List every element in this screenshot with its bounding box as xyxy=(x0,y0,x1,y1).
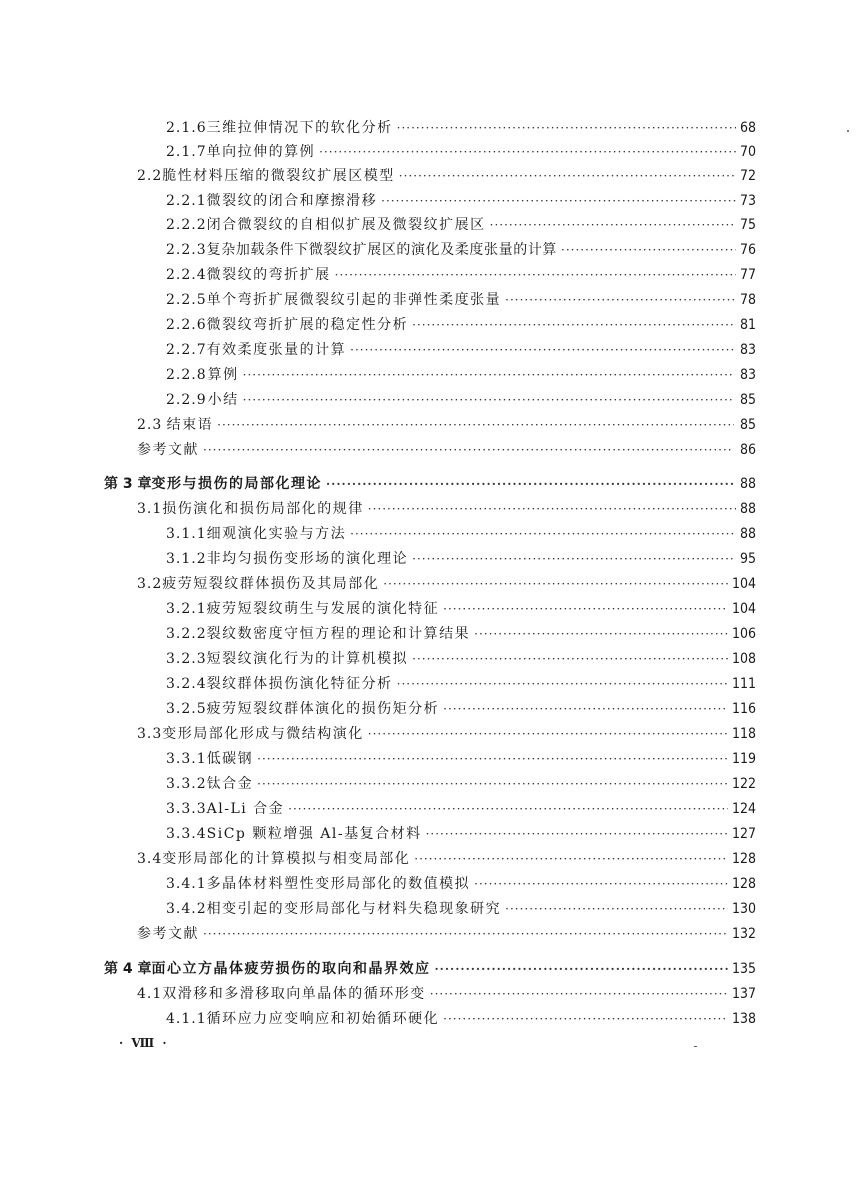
entry-title: 裂纹数密度守恒方程的理论和计算结果 xyxy=(206,626,471,642)
entry-number: 3.4.1 xyxy=(166,876,207,892)
entry-title: 疲劳短裂纹群体损伤及其局部化 xyxy=(162,576,380,592)
toc-entry xyxy=(137,497,756,521)
entry-number: 4.1.1 xyxy=(166,1011,207,1027)
entry-number: 2.2.9 xyxy=(166,392,207,408)
entry-page: 122 xyxy=(731,776,756,792)
toc-entry xyxy=(166,338,756,362)
toc-entry xyxy=(166,697,756,721)
entry-title: 微裂纹的闭合和摩擦滑移 xyxy=(206,193,378,209)
entry-title: 双滑移和多滑移取向单晶体的循环形变 xyxy=(162,986,426,1002)
toc-entry xyxy=(166,1007,756,1031)
entry-page: 118 xyxy=(731,726,756,742)
dot-leader xyxy=(399,164,736,188)
entry-page: 106 xyxy=(731,626,756,642)
toc-chapter xyxy=(104,472,756,496)
toc-entry xyxy=(166,263,756,287)
entry-number: 3.3.2 xyxy=(166,776,207,792)
chapter-number: 第 4 章 xyxy=(104,961,152,977)
entry-page: 86 xyxy=(739,442,756,458)
entry-page: 88 xyxy=(739,501,756,517)
toc-entry xyxy=(166,822,756,846)
page-number-footer: · Ⅷ · xyxy=(119,1036,169,1050)
entry-number: 3.2.4 xyxy=(166,676,207,692)
entry-page: 119 xyxy=(731,751,756,767)
entry-title: 复杂加载条件下微裂纹扩展区的演化及柔度张量的计算 xyxy=(206,242,558,258)
entry-number: 2.1.7 xyxy=(166,144,207,160)
entry-title: 闭合微裂纹的自相似扩展及微裂纹扩展区 xyxy=(206,217,486,233)
entry-title: 脆性材料压缩的微裂纹扩展区模型 xyxy=(162,168,395,184)
entry-page: 85 xyxy=(739,392,756,408)
dot-leader xyxy=(243,363,735,387)
entry-number: 2.1.6 xyxy=(166,120,207,136)
toc-chapter xyxy=(104,957,756,981)
dot-leader xyxy=(474,872,728,896)
toc-entry xyxy=(166,313,756,337)
entry-title: 参考文献 xyxy=(137,442,199,458)
toc-entry xyxy=(166,547,756,571)
dot-leader xyxy=(474,622,728,646)
entry-number: 3.4.2 xyxy=(166,901,207,917)
toc-entry xyxy=(166,288,756,312)
entry-page: 81 xyxy=(739,317,756,333)
entry-title: 有效柔度张量的计算 xyxy=(206,342,347,358)
toc-entry xyxy=(137,722,756,746)
entry-title: 低碳钢 xyxy=(206,751,254,767)
toc-entry xyxy=(137,164,756,188)
toc-entry xyxy=(137,438,756,462)
toc-entry xyxy=(166,622,756,646)
entry-title: Al-Li 合金 xyxy=(206,801,285,817)
toc-entry xyxy=(166,597,756,621)
toc-entry xyxy=(166,672,756,696)
entry-number: 3.3.3 xyxy=(166,801,207,817)
dot-leader xyxy=(490,213,736,237)
entry-number: 2.2.8 xyxy=(166,367,207,383)
entry-page: 77 xyxy=(739,267,756,283)
dot-leader xyxy=(350,522,736,546)
toc-entry xyxy=(166,140,756,164)
dot-leader xyxy=(383,572,728,596)
entry-page: 128 xyxy=(731,876,756,892)
entry-number: 3.1.2 xyxy=(166,551,207,567)
entry-page: 83 xyxy=(739,367,756,383)
scan-speck xyxy=(847,130,849,132)
toc-entry xyxy=(166,363,756,387)
toc-entry xyxy=(166,872,756,896)
dot-leader xyxy=(412,313,736,337)
entry-page: 138 xyxy=(731,1011,756,1027)
dot-leader xyxy=(319,140,736,164)
dot-leader xyxy=(335,263,736,287)
entry-title: 疲劳短裂纹群体演化的损伤矩分析 xyxy=(206,701,440,717)
dot-leader xyxy=(203,922,728,946)
entry-number: 3.3 xyxy=(137,726,163,742)
entry-title: 短裂纹演化行为的计算机模拟 xyxy=(206,651,409,667)
entry-title: 结束语 xyxy=(166,417,214,433)
entry-page: 88 xyxy=(739,476,756,492)
dot-leader xyxy=(561,238,736,262)
toc-entry xyxy=(137,847,756,871)
entry-title: 损伤演化和损伤局部化的规律 xyxy=(162,501,364,517)
dot-leader xyxy=(397,672,728,696)
chapter-title: 变形与损伤的局部化理论 xyxy=(151,476,322,492)
entry-title: 单个弯折扩展微裂纹引起的非弹性柔度张量 xyxy=(206,292,502,308)
entry-number: 2.2.1 xyxy=(166,193,207,209)
entry-number: 3.2.3 xyxy=(166,651,207,667)
entry-page: 104 xyxy=(731,601,756,617)
entry-title: 变形局部化形成与微结构演化 xyxy=(162,726,364,742)
entry-number: 2.2 xyxy=(137,168,163,184)
toc-entry xyxy=(166,213,756,237)
entry-page: 73 xyxy=(739,193,756,209)
entry-number: 2.2.5 xyxy=(166,292,207,308)
dot-leader xyxy=(435,957,728,981)
entry-page: 128 xyxy=(731,851,756,867)
toc-entry xyxy=(166,238,756,262)
entry-title: 变形局部化的计算模拟与相变局部化 xyxy=(162,851,411,867)
dot-leader xyxy=(426,822,728,846)
toc-entry xyxy=(166,522,756,546)
entry-number: 2.2.4 xyxy=(166,267,207,283)
dot-leader xyxy=(412,647,728,671)
toc-entry xyxy=(166,897,756,921)
entry-title: 微裂纹的弯折扩展 xyxy=(206,267,331,283)
dot-leader xyxy=(443,697,728,721)
entry-number: 3.2.2 xyxy=(166,626,207,642)
entry-page: 72 xyxy=(739,168,756,184)
entry-title: 单向拉伸的算例 xyxy=(206,144,316,160)
entry-page: 132 xyxy=(731,926,756,942)
toc-entry xyxy=(166,189,756,213)
dot-leader xyxy=(350,338,736,362)
entry-page: 85 xyxy=(739,417,756,433)
toc-entry xyxy=(137,413,756,437)
dot-leader xyxy=(288,797,728,821)
dot-leader xyxy=(505,288,736,312)
toc-entry xyxy=(166,797,756,821)
entry-page: 127 xyxy=(731,826,756,842)
chapter-title: 面心立方晶体疲劳损伤的取向和晶界效应 xyxy=(151,961,431,977)
entry-number: 2.3 xyxy=(137,417,163,433)
dot-leader xyxy=(326,472,736,496)
toc-entry xyxy=(166,388,756,412)
entry-page: 70 xyxy=(739,144,756,160)
toc-entry xyxy=(166,747,756,771)
entry-number: 2.2.6 xyxy=(166,317,207,333)
entry-title: 疲劳短裂纹萌生与发展的演化特征 xyxy=(206,601,440,617)
dot-leader xyxy=(257,747,728,771)
entry-number: 3.1.1 xyxy=(166,526,207,542)
dot-leader xyxy=(243,388,735,412)
entry-title: 小结 xyxy=(207,392,239,408)
entry-page: 83 xyxy=(739,342,756,358)
entry-title: 钛合金 xyxy=(206,776,254,792)
entry-page: 108 xyxy=(731,651,756,667)
entry-page: 124 xyxy=(731,801,756,817)
dot-leader xyxy=(257,772,728,796)
toc-entry xyxy=(166,647,756,671)
entry-number: 3.1 xyxy=(137,501,163,517)
entry-page: 135 xyxy=(731,961,756,977)
dot-leader xyxy=(381,189,736,213)
entry-number: 3.3.4 xyxy=(166,826,207,842)
dot-leader xyxy=(203,438,733,462)
entry-title: 裂纹群体损伤演化特征分析 xyxy=(206,676,393,692)
entry-title: 参考文献 xyxy=(137,926,199,942)
toc-entry xyxy=(137,922,756,946)
entry-number: 3.2 xyxy=(137,576,163,592)
entry-page: 75 xyxy=(739,217,756,233)
dot-leader xyxy=(397,116,736,140)
scan-speck xyxy=(694,1046,697,1047)
entry-page: 104 xyxy=(731,576,756,592)
entry-title: 多晶体材料塑性变形局部化的数值模拟 xyxy=(206,876,471,892)
entry-number: 3.3.1 xyxy=(166,751,207,767)
entry-title: 循环应力应变响应和初始循环硬化 xyxy=(206,1011,440,1027)
chapter-number: 第 3 章 xyxy=(104,476,152,492)
entry-title: 非均匀损伤变形场的演化理论 xyxy=(206,551,409,567)
toc-entry xyxy=(166,116,756,140)
entry-page: 95 xyxy=(739,551,756,567)
entry-title: 算例 xyxy=(207,367,239,383)
entry-number: 3.4 xyxy=(137,851,163,867)
entry-page: 78 xyxy=(739,292,756,308)
dot-leader xyxy=(414,847,728,871)
entry-page: 130 xyxy=(731,901,756,917)
entry-number: 3.2.1 xyxy=(166,601,207,617)
dot-leader xyxy=(430,982,728,1006)
entry-title: 细观演化实验与方法 xyxy=(206,526,347,542)
entry-number: 4.1 xyxy=(137,986,163,1002)
entry-page: 116 xyxy=(731,701,756,717)
toc-entry xyxy=(137,982,756,1006)
entry-page: 137 xyxy=(731,986,756,1002)
entry-number: 2.2.2 xyxy=(166,217,207,233)
toc-entry xyxy=(166,772,756,796)
dot-leader xyxy=(443,1007,728,1031)
entry-page: 111 xyxy=(731,676,756,692)
toc-entry xyxy=(137,572,756,596)
dot-leader xyxy=(505,897,728,921)
entry-page: 68 xyxy=(739,120,756,136)
entry-number: 2.2.7 xyxy=(166,342,207,358)
entry-page: 88 xyxy=(739,526,756,542)
entry-title: 相变引起的变形局部化与材料失稳现象研究 xyxy=(206,901,502,917)
dot-leader xyxy=(412,547,736,571)
entry-number: 2.2.3 xyxy=(166,242,207,258)
entry-title: 三维拉伸情况下的软化分析 xyxy=(206,120,393,136)
dot-leader xyxy=(368,497,736,521)
entry-number: 3.2.5 xyxy=(166,701,207,717)
entry-title: SiCp 颗粒增强 Al-基复合材料 xyxy=(206,826,422,842)
entry-page: 76 xyxy=(739,242,756,258)
entry-title: 微裂纹弯折扩展的稳定性分析 xyxy=(206,317,409,333)
dot-leader xyxy=(368,722,728,746)
dot-leader xyxy=(217,413,734,437)
dot-leader xyxy=(443,597,728,621)
